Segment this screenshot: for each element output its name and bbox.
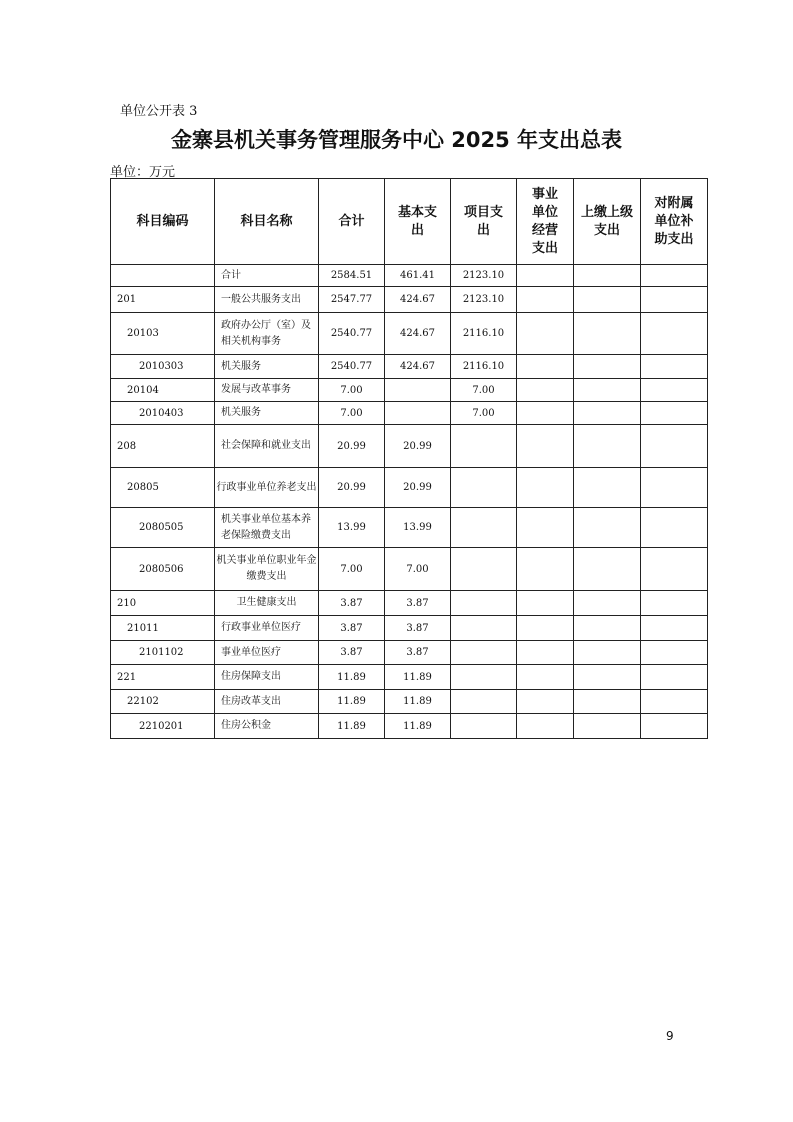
project-cell (451, 468, 517, 508)
col-header-basic: 基本支出 (385, 179, 451, 265)
subsidy-cell (641, 690, 708, 714)
total-cell: 3.87 (319, 641, 385, 665)
project-cell: 7.00 (451, 379, 517, 402)
total-cell: 2540.77 (319, 355, 385, 379)
table-row (111, 313, 708, 355)
name-cell: 住房改革支出 (215, 690, 319, 714)
total-cell: 13.99 (319, 508, 385, 548)
upper-cell (574, 548, 641, 591)
code-cell: 2010303 (111, 355, 215, 379)
code-cell: 20805 (111, 468, 215, 508)
basic-cell: 20.99 (385, 425, 451, 468)
subsidy-cell (641, 265, 708, 287)
upper-cell (574, 508, 641, 548)
col-header-upper: 上缴上级支出 (574, 179, 641, 265)
basic-cell (385, 379, 451, 402)
total-cell: 20.99 (319, 425, 385, 468)
total-cell: 2584.51 (319, 265, 385, 287)
total-cell: 11.89 (319, 714, 385, 739)
code-cell: 22102 (111, 690, 215, 714)
subsidy-cell (641, 379, 708, 402)
basic-cell: 3.87 (385, 591, 451, 616)
table-header-row (111, 179, 708, 265)
business-cell (517, 379, 574, 402)
subsidy-cell (641, 508, 708, 548)
code-cell: 20103 (111, 313, 215, 355)
table-row (111, 548, 708, 591)
table-body (111, 265, 708, 739)
name-cell: 政府办公厅（室）及相关机构事务 (215, 313, 319, 355)
total-cell: 3.87 (319, 591, 385, 616)
table-row (111, 714, 708, 739)
project-cell: 7.00 (451, 402, 517, 425)
business-cell (517, 641, 574, 665)
project-cell (451, 690, 517, 714)
basic-cell: 11.89 (385, 665, 451, 690)
upper-cell (574, 287, 641, 313)
basic-cell: 424.67 (385, 355, 451, 379)
basic-cell: 11.89 (385, 690, 451, 714)
project-cell: 2123.10 (451, 265, 517, 287)
code-cell: 2080505 (111, 508, 215, 548)
business-cell (517, 265, 574, 287)
basic-cell: 424.67 (385, 287, 451, 313)
code-cell: 2210201 (111, 714, 215, 739)
subsidy-cell (641, 313, 708, 355)
project-cell (451, 714, 517, 739)
total-cell: 3.87 (319, 616, 385, 641)
upper-cell (574, 665, 641, 690)
subsidy-cell (641, 468, 708, 508)
name-cell: 行政事业单位养老支出 (215, 468, 319, 508)
col-header-total: 合计 (319, 179, 385, 265)
name-cell: 机关事业单位职业年金缴费支出 (215, 548, 319, 591)
basic-cell (385, 402, 451, 425)
upper-cell (574, 616, 641, 641)
upper-cell (574, 425, 641, 468)
subsidy-cell (641, 641, 708, 665)
name-cell: 行政事业单位医疗 (215, 616, 319, 641)
table-row (111, 508, 708, 548)
total-cell: 2547.77 (319, 287, 385, 313)
basic-cell: 20.99 (385, 468, 451, 508)
total-cell: 11.89 (319, 665, 385, 690)
col-header-code: 科目编码 (111, 179, 215, 265)
project-cell (451, 616, 517, 641)
table-row (111, 690, 708, 714)
name-cell: 机关服务 (215, 402, 319, 425)
subsidy-cell (641, 591, 708, 616)
upper-cell (574, 591, 641, 616)
code-cell (111, 265, 215, 287)
upper-cell (574, 714, 641, 739)
upper-cell (574, 468, 641, 508)
name-cell: 一般公共服务支出 (215, 287, 319, 313)
project-cell (451, 508, 517, 548)
code-cell: 21011 (111, 616, 215, 641)
name-cell: 合计 (215, 265, 319, 287)
table-row (111, 468, 708, 508)
basic-cell: 424.67 (385, 313, 451, 355)
name-cell: 事业单位医疗 (215, 641, 319, 665)
name-cell: 住房保障支出 (215, 665, 319, 690)
name-cell: 机关事业单位基本养老保险缴费支出 (215, 508, 319, 548)
table-row (111, 402, 708, 425)
name-cell: 住房公积金 (215, 714, 319, 739)
basic-cell: 7.00 (385, 548, 451, 591)
upper-cell (574, 379, 641, 402)
basic-cell: 13.99 (385, 508, 451, 548)
expense-table (110, 178, 708, 739)
project-cell: 2116.10 (451, 355, 517, 379)
total-cell: 7.00 (319, 548, 385, 591)
business-cell (517, 355, 574, 379)
subsidy-cell (641, 355, 708, 379)
table-row (111, 355, 708, 379)
business-cell (517, 714, 574, 739)
name-cell: 卫生健康支出 (215, 591, 319, 616)
project-cell: 2123.10 (451, 287, 517, 313)
upper-cell (574, 355, 641, 379)
code-cell: 2010403 (111, 402, 215, 425)
business-cell (517, 425, 574, 468)
project-cell (451, 548, 517, 591)
total-cell: 20.99 (319, 468, 385, 508)
col-header-subsidy: 对附属单位补助支出 (641, 179, 708, 265)
project-cell (451, 665, 517, 690)
basic-cell: 11.89 (385, 714, 451, 739)
business-cell (517, 591, 574, 616)
subsidy-cell (641, 714, 708, 739)
upper-cell (574, 265, 641, 287)
basic-cell: 461.41 (385, 265, 451, 287)
table-label: 单位公开表 3 (120, 104, 198, 119)
project-cell (451, 591, 517, 616)
business-cell (517, 313, 574, 355)
col-header-project: 项目支出 (451, 179, 517, 265)
name-cell: 机关服务 (215, 355, 319, 379)
subsidy-cell (641, 402, 708, 425)
code-cell: 208 (111, 425, 215, 468)
code-cell: 221 (111, 665, 215, 690)
table-row (111, 265, 708, 287)
name-cell: 社会保障和就业支出 (215, 425, 319, 468)
table-row (111, 665, 708, 690)
subsidy-cell (641, 616, 708, 641)
subsidy-cell (641, 548, 708, 591)
business-cell (517, 287, 574, 313)
subsidy-cell (641, 665, 708, 690)
code-cell: 201 (111, 287, 215, 313)
upper-cell (574, 641, 641, 665)
upper-cell (574, 402, 641, 425)
subsidy-cell (641, 425, 708, 468)
page-number: 9 (666, 1029, 674, 1043)
upper-cell (574, 313, 641, 355)
table-row (111, 287, 708, 313)
business-cell (517, 402, 574, 425)
code-cell: 2101102 (111, 641, 215, 665)
business-cell (517, 508, 574, 548)
total-cell: 7.00 (319, 379, 385, 402)
page-title: 金寨县机关事务管理服务中心 2025 年支出总表 (170, 128, 623, 152)
business-cell (517, 616, 574, 641)
col-header-business: 事业单位经营支出 (517, 179, 574, 265)
table-row (111, 425, 708, 468)
business-cell (517, 468, 574, 508)
total-cell: 2540.77 (319, 313, 385, 355)
table-row (111, 616, 708, 641)
basic-cell: 3.87 (385, 616, 451, 641)
upper-cell (574, 690, 641, 714)
code-cell: 20104 (111, 379, 215, 402)
subsidy-cell (641, 287, 708, 313)
name-cell: 发展与改革事务 (215, 379, 319, 402)
table-row (111, 641, 708, 665)
table-row (111, 379, 708, 402)
code-cell: 210 (111, 591, 215, 616)
basic-cell: 3.87 (385, 641, 451, 665)
table-row (111, 591, 708, 616)
total-cell: 11.89 (319, 690, 385, 714)
business-cell (517, 665, 574, 690)
unit-label: 单位：万元 (110, 165, 176, 180)
code-cell: 2080506 (111, 548, 215, 591)
total-cell: 7.00 (319, 402, 385, 425)
col-header-name: 科目名称 (215, 179, 319, 265)
project-cell (451, 641, 517, 665)
business-cell (517, 690, 574, 714)
project-cell (451, 425, 517, 468)
project-cell: 2116.10 (451, 313, 517, 355)
business-cell (517, 548, 574, 591)
